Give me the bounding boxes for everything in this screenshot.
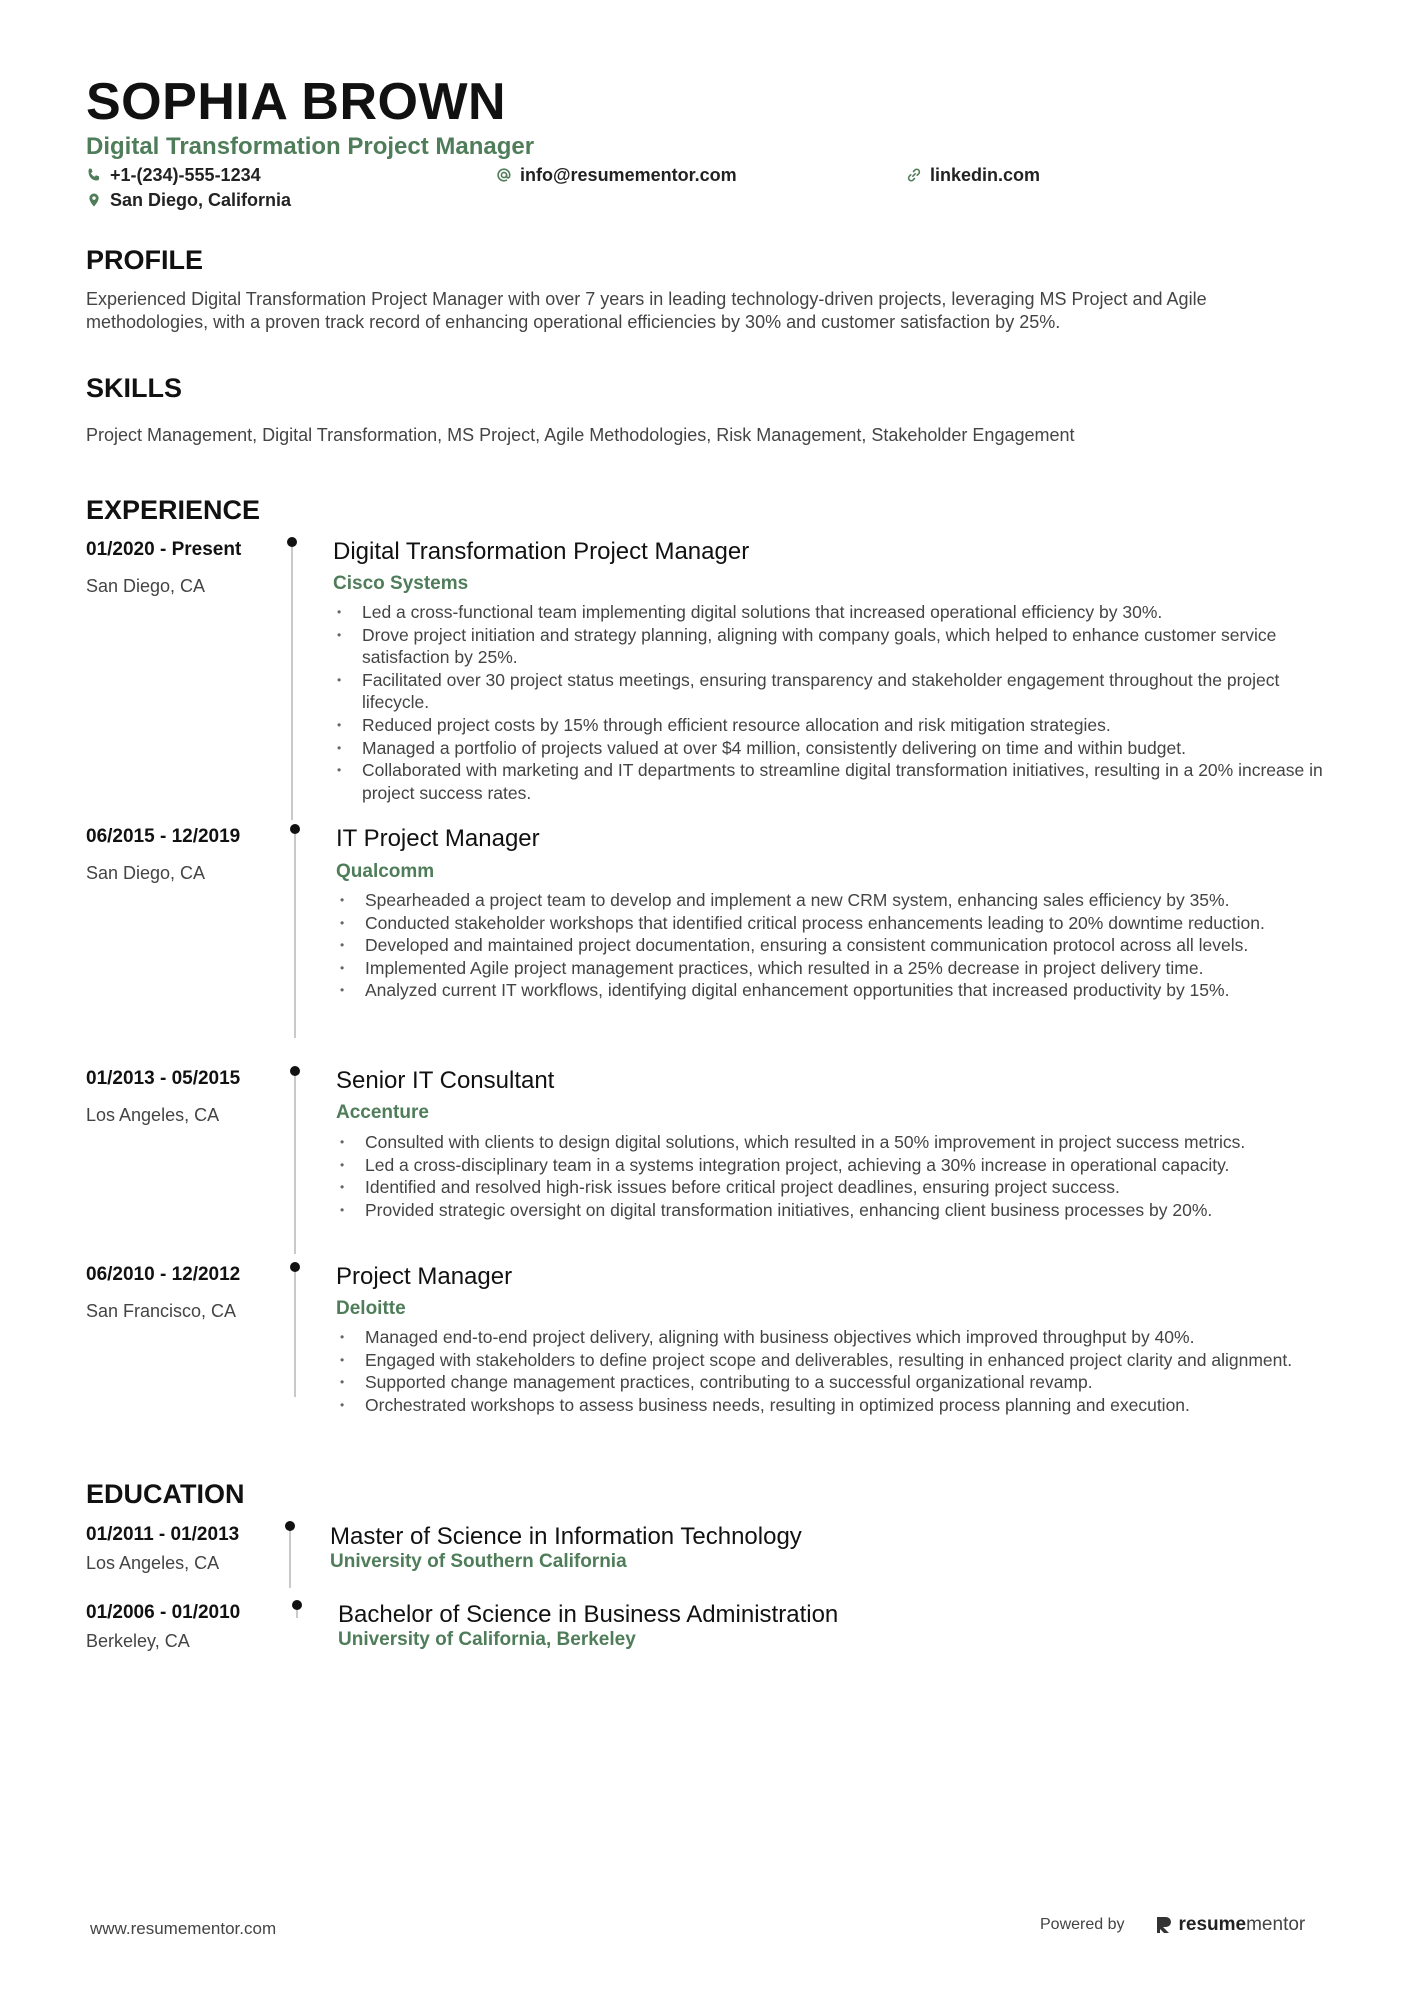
- footer-website[interactable]: www.resumementor.com: [90, 1919, 277, 1938]
- edu-school: University of Southern California: [330, 1551, 627, 1572]
- list-item: • Led a cross-functional team implementing digital solutions that increased operational efficiency by 30%.: [333, 601, 1343, 624]
- profile-line-2: methodologies, with a proven track record of enhancing operational efficiencies by 30% and customer satisfaction by 25%.: [86, 312, 1061, 332]
- edu-degree: Bachelor of Science in Business Administration: [338, 1601, 839, 1628]
- job-location: San Francisco, CA: [86, 1301, 237, 1321]
- brand-bold: resume: [1178, 1914, 1247, 1935]
- list-item: • Analyzed current IT workflows, identifying digital enhancement opportunities that increased productivity by 15%.: [336, 979, 1346, 1002]
- timeline-line: [291, 546, 293, 820]
- job-location: San Diego, CA: [86, 576, 206, 596]
- list-item: • Collaborated with marketing and IT departments to streamline digital transformation initiatives, resulting in a 20% increase in project success rates.: [333, 759, 1343, 804]
- timeline-dot: [290, 824, 300, 834]
- job-bullets: [333, 601, 1343, 804]
- list-item: • Provided strategic oversight on digital transformation initiatives, enhancing client business processes by 20%.: [336, 1199, 1346, 1222]
- profile-line-1: Experienced Digital Transformation Project Manager with over 7 years in leading technology-driven projects, leveraging MS Project and Agile: [86, 289, 1207, 309]
- list-item: • Identified and resolved high-risk issues before critical project deadlines, ensuring project success.: [336, 1176, 1346, 1199]
- contact-location: [86, 189, 291, 211]
- timeline-dot: [285, 1521, 295, 1531]
- edu-dates: 01/2011 - 01/2013: [86, 1524, 240, 1545]
- contact-phone: [86, 164, 261, 186]
- phone-icon: [86, 167, 102, 183]
- list-item: • Consulted with clients to design digital solutions, which resulted in a 50% improvement in project success metrics.: [336, 1131, 1346, 1154]
- timeline-dot: [290, 1262, 300, 1272]
- list-item: • Managed a portfolio of projects valued at over $4 million, consistently delivering on time and within budget.: [333, 737, 1343, 760]
- edu-location: Berkeley, CA: [86, 1631, 190, 1651]
- job-company: Cisco Systems: [333, 573, 469, 594]
- at-icon: [496, 167, 512, 183]
- list-item: • Supported change management practices, contributing to a successful organizational revamp.: [336, 1371, 1346, 1394]
- education-heading: EDUCATION: [86, 1479, 245, 1509]
- email-text: info@resumementor.com: [520, 165, 737, 185]
- list-item: • Drove project initiation and strategy planning, aligning with company goals, which helped to enhance customer service satisfaction by 25%.: [333, 624, 1343, 669]
- timeline-line: [289, 1530, 291, 1588]
- list-item: • Engaged with stakeholders to define project scope and deliverables, resulting in enhanced project clarity and alignment.: [336, 1349, 1346, 1372]
- job-dates: 01/2020 - Present: [86, 539, 242, 560]
- job-company: Accenture: [336, 1102, 429, 1123]
- timeline-line: [294, 1074, 296, 1254]
- job-role: IT Project Manager: [336, 825, 540, 852]
- skills-text: Project Management, Digital Transformation, MS Project, Agile Methodologies, Risk Management, Stakeholder Engagement: [86, 425, 1075, 445]
- list-item: • Conducted stakeholder workshops that identified critical process enhancements leading to 20% downtime reduction.: [336, 912, 1346, 935]
- list-item: • Reduced project costs by 15% through efficient resource allocation and risk mitigation strategies.: [333, 714, 1343, 737]
- candidate-name: SOPHIA BROWN: [86, 73, 507, 131]
- powered-by-label: Powered by: [1040, 1916, 1125, 1933]
- timeline-dot: [292, 1600, 302, 1610]
- list-item: • Orchestrated workshops to assess business needs, resulting in optimized process planning and execution.: [336, 1394, 1346, 1417]
- candidate-title: Digital Transformation Project Manager: [86, 133, 535, 160]
- list-item: • Implemented Agile project management practices, which resulted in a 25% decrease in project delivery time.: [336, 957, 1346, 980]
- job-bullets: [336, 1131, 1346, 1221]
- list-item: • Developed and maintained project documentation, ensuring a consistent communication protocol across all levels.: [336, 934, 1346, 957]
- edu-degree: Master of Science in Information Technology: [330, 1523, 802, 1550]
- edu-location: Los Angeles, CA: [86, 1553, 220, 1573]
- job-company: Qualcomm: [336, 861, 435, 882]
- linkedin-text: linkedin.com: [930, 165, 1041, 185]
- job-bullets: [336, 889, 1346, 1002]
- experience-heading: EXPERIENCE: [86, 495, 261, 525]
- edu-dates: 01/2006 - 01/2010: [86, 1602, 241, 1623]
- job-dates: 01/2013 - 05/2015: [86, 1068, 241, 1089]
- footer-branding: [1040, 1914, 1305, 1936]
- brand-rest: mentor: [1246, 1914, 1306, 1935]
- list-item: • Facilitated over 30 project status meetings, ensuring transparency and stakeholder engagement throughout the project lifecycle.: [333, 669, 1343, 714]
- link-icon: [906, 167, 922, 183]
- job-bullets: [336, 1326, 1346, 1416]
- job-dates: 06/2015 - 12/2019: [86, 826, 241, 847]
- skills-heading: SKILLS: [86, 373, 183, 403]
- job-location: Los Angeles, CA: [86, 1105, 220, 1125]
- job-role: Digital Transformation Project Manager: [333, 538, 750, 565]
- job-company: Deloitte: [336, 1298, 406, 1319]
- job-dates: 06/2010 - 12/2012: [86, 1264, 241, 1285]
- timeline-dot: [290, 1066, 300, 1076]
- location-text: San Diego, California: [110, 190, 292, 210]
- resumementor-logo-icon: [1155, 1915, 1173, 1935]
- job-role: Senior IT Consultant: [336, 1067, 555, 1094]
- profile-heading: PROFILE: [86, 245, 204, 275]
- job-location: San Diego, CA: [86, 863, 206, 883]
- contact-linkedin[interactable]: [906, 164, 1040, 186]
- timeline-line: [294, 1270, 296, 1397]
- phone-text: +1-(234)-555-1234: [110, 165, 261, 185]
- list-item: • Led a cross-disciplinary team in a systems integration project, achieving a 30% increase in operational capacity.: [336, 1154, 1346, 1177]
- timeline-dot: [287, 537, 297, 547]
- timeline-line: [294, 833, 296, 1038]
- location-pin-icon: [86, 192, 102, 208]
- job-role: Project Manager: [336, 1263, 513, 1290]
- list-item: • Spearheaded a project team to develop and implement a new CRM system, enhancing sales efficiency by 35%.: [336, 889, 1346, 912]
- list-item: • Managed end-to-end project delivery, aligning with business objectives which improved throughput by 40%.: [336, 1326, 1346, 1349]
- edu-school: University of California, Berkeley: [338, 1629, 636, 1650]
- resumementor-logo[interactable]: [1155, 1914, 1306, 1936]
- contact-email[interactable]: [496, 164, 737, 186]
